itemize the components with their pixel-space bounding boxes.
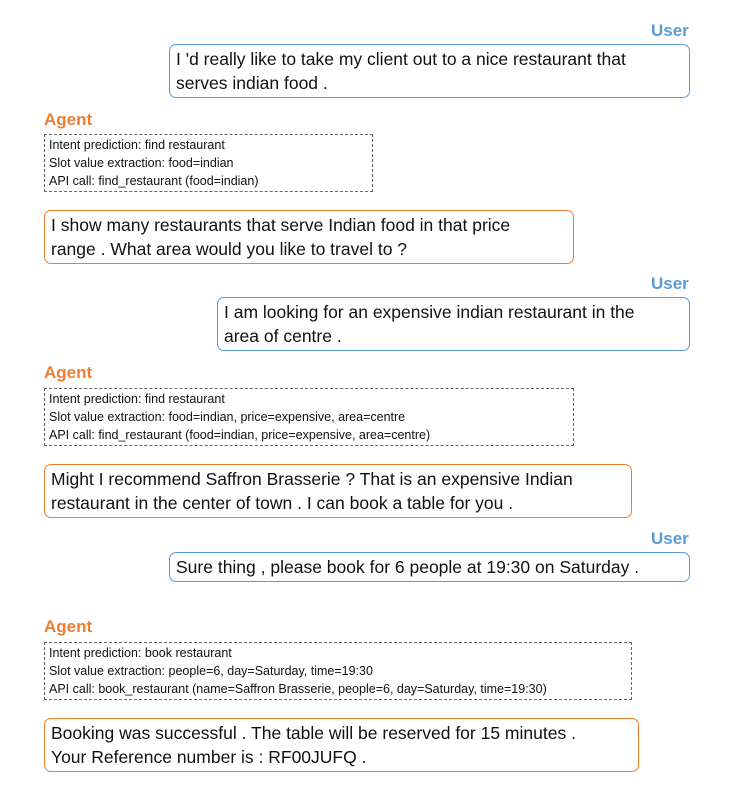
message-line: Sure thing , please book for 6 people at 19:30 on Saturday . (176, 557, 640, 577)
message-line: Booking was successful . The table will be reserved for 15 minutes . (51, 723, 576, 743)
user-label: User (651, 21, 689, 40)
message-line: area of centre . (224, 326, 342, 346)
api-call: API call: find_restaurant (food=indian, price=expensive, area=centre) (49, 428, 431, 442)
agent-label: Agent (44, 110, 93, 129)
agent-message-bubble (44, 464, 632, 518)
agent-reasoning-trace (44, 134, 373, 192)
intent-prediction: Intent prediction: book restaurant (49, 646, 232, 660)
agent-label: Agent (44, 617, 93, 636)
message-line: range . What area would you like to travel to ? (51, 239, 408, 259)
message-line: restaurant in the center of town . I can book a table for you . (51, 493, 514, 513)
message-line: Might I recommend Saffron Brasserie ? That is an expensive Indian (51, 469, 573, 489)
user-label: User (651, 529, 689, 548)
agent-message-bubble (44, 718, 639, 772)
message-line: serves indian food . (176, 73, 328, 93)
api-call: API call: find_restaurant (food=indian) (49, 174, 259, 188)
agent-label: Agent (44, 363, 93, 382)
intent-prediction: Intent prediction: find restaurant (49, 138, 225, 152)
message-line: I am looking for an expensive indian restaurant in the (224, 302, 635, 322)
slot-value-extraction: Slot value extraction: food=indian (49, 156, 234, 170)
message-line: Your Reference number is : RF00JUFQ . (51, 747, 367, 767)
agent-message-bubble (44, 210, 574, 264)
api-call: API call: book_restaurant (name=Saffron Brasserie, people=6, day=Saturday, time=19:30) (49, 682, 547, 696)
agent-reasoning-trace (44, 388, 574, 446)
slot-value-extraction: Slot value extraction: food=indian, price=expensive, area=centre (49, 410, 406, 424)
slot-value-extraction: Slot value extraction: people=6, day=Saturday, time=19:30 (49, 664, 373, 678)
user-message-bubble (169, 552, 690, 582)
user-message-bubble (217, 297, 690, 351)
user-message-bubble (169, 44, 690, 98)
message-line: I 'd really like to take my client out to a nice restaurant that (176, 49, 626, 69)
message-line: I show many restaurants that serve Indian food in that price (51, 215, 511, 235)
intent-prediction: Intent prediction: find restaurant (49, 392, 225, 406)
agent-reasoning-trace (44, 642, 632, 700)
user-label: User (651, 274, 689, 293)
